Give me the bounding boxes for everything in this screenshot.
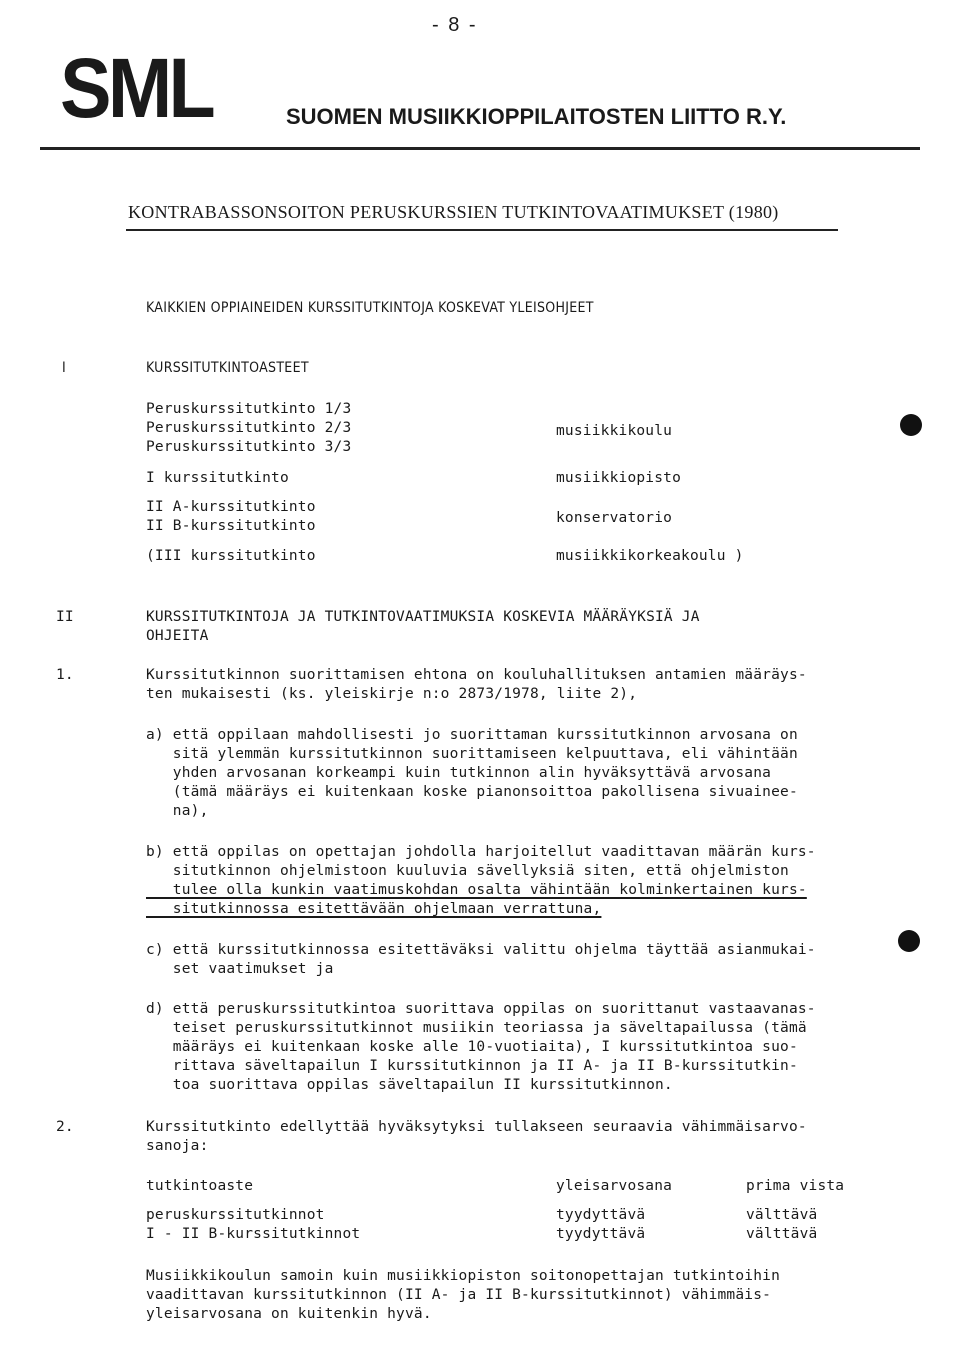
level-iii-kurssi: (III kurssitutkinto: [146, 548, 316, 564]
clause-b-line-underlined: tulee olla kunkin vaatimuskohdan osalta vähintään kolminkertainen kurs-: [146, 882, 807, 898]
table-cell: välttävä: [746, 1207, 818, 1223]
clause-a-line: a) että oppilaan mahdollisesti jo suorittaman kurssitutkinnon arvosana on: [146, 727, 798, 743]
clause-d-line: rittava säveltapailun I kurssitutkinnon ja II A- ja II B-kurssitutkin-: [146, 1058, 798, 1074]
clause-d-line: toa suorittava oppilas säveltapailun II kurssitutkinnon.: [146, 1077, 673, 1093]
document-title: KONTRABASSONSOITON PERUSKURSSIEN TUTKINTOVAATIMUKSET (1980): [128, 202, 779, 222]
clause-c-line: c) että kurssitutkinnossa esitettäväksi valittu ohjelma täyttää asianmukai-: [146, 942, 816, 958]
table-cell: peruskurssitutkinnot: [146, 1207, 325, 1223]
item1-line: ten mukaisesti (ks. yleiskirje n:o 2873/1978, liite 2),: [146, 686, 638, 702]
clause-a-line: sitä ylemmän kurssitutkinnon suorittamiseen kelpuuttava, eli vähintään: [146, 746, 798, 762]
level-peruskurssi-2: Peruskurssitutkinto 2/3: [146, 420, 352, 436]
clause-d-line: teiset peruskurssitutkinnot musiikin teoriassa ja säveltapailussa (tämä: [146, 1020, 807, 1036]
footer-line: Musiikkikoulun samoin kuin musiikkiopiston soitonopettajan tutkintoihin: [146, 1268, 781, 1284]
clause-a-line: (tämä määräys ei kuitenkaan koske pianonsoittoa pakollisena sivuainee-: [146, 784, 798, 800]
section-number-1: I: [62, 360, 67, 376]
clause-b-line: b) että oppilas on opettajan johdolla harjoitellut vaadittavan määrän kurs-: [146, 844, 816, 860]
section-heading-1: KURSSITUTKINTOASTEET: [146, 360, 309, 376]
level-iib-kurssi: II B-kurssitutkinto: [146, 518, 316, 534]
institution-musiikkikorkeakoulu: musiikkikorkeakoulu ): [556, 548, 744, 564]
table-cell: I - II B-kurssitutkinnot: [146, 1226, 361, 1242]
title-underline: [126, 229, 838, 231]
sml-logo: SML: [60, 41, 213, 135]
table-header-prima-vista: prima vista: [746, 1178, 845, 1194]
table-cell: tyydyttävä: [556, 1226, 646, 1242]
clause-a-line: na),: [146, 803, 209, 819]
punch-hole-mark: [900, 414, 922, 436]
item2-line: Kurssitutkinto edellyttää hyväksytyksi tullakseen seuraavia vähimmäisarvo-: [146, 1119, 807, 1135]
clause-b-line: situtkinnon ohjelmistoon kuuluvia sävellyksiä siten, että ohjelmiston: [146, 863, 789, 879]
item1-line: Kurssitutkinnon suorittamisen ehtona on kouluhallituksen antamien määräys-: [146, 667, 807, 683]
table-cell: tyydyttävä: [556, 1207, 646, 1223]
clause-d-line: d) että peruskurssitutkintoa suorittava oppilas on suorittanut vastaavanas-: [146, 1001, 816, 1017]
level-i-kurssi: I kurssitutkinto: [146, 470, 289, 486]
footer-line: yleisarvosana on kuitenkin hyvä.: [146, 1306, 432, 1322]
level-peruskurssi-3: Peruskurssitutkinto 3/3: [146, 439, 352, 455]
level-peruskurssi-1: Peruskurssitutkinto 1/3: [146, 401, 352, 417]
clause-b-line-underlined: situtkinnossa esitettävään ohjelmaan verrattuna,: [146, 901, 602, 917]
page-number: - 8 -: [432, 14, 478, 36]
item-number-1: 1.: [56, 667, 74, 683]
institution-musiikkiopisto: musiikkiopisto: [556, 470, 682, 486]
section-number-2: II: [56, 609, 74, 625]
item2-line: sanoja:: [146, 1138, 209, 1154]
clause-a-line: yhden arvosanan korkeampi kuin tutkinnon alin hyväksyttävä arvosana: [146, 765, 772, 781]
table-cell: välttävä: [746, 1226, 818, 1242]
level-iia-kurssi: II A-kurssitutkinto: [146, 499, 316, 515]
clause-c-line: set vaatimukset ja: [146, 961, 334, 977]
header-rule: [40, 147, 920, 150]
section-heading-2-line1: KURSSITUTKINTOJA JA TUTKINTOVAATIMUKSIA KOSKEVIA MÄÄRÄYKSIÄ JA: [146, 609, 700, 625]
organization-name: SUOMEN MUSIIKKIOPPILAITOSTEN LIITTO R.Y.: [286, 104, 787, 129]
footer-line: vaadittavan kurssitutkinnon (II A- ja II B-kurssitutkinnot) vähimmäis-: [146, 1287, 772, 1303]
table-header-yleisarvosana: yleisarvosana: [556, 1178, 673, 1194]
institution-konservatorio: konservatorio: [556, 510, 673, 526]
punch-hole-mark: [898, 930, 920, 952]
section-heading-2-line2: OHJEITA: [146, 628, 209, 644]
general-instructions-heading: KAIKKIEN OPPIAINEIDEN KURSSITUTKINTOJA KOSKEVAT YLEISOHJEET: [146, 300, 594, 316]
table-header-tutkintoaste: tutkintoaste: [146, 1178, 254, 1194]
clause-d-line: määräys ei kuitenkaan koske alle 10-vuotiaita), I kurssitutkintoa suo-: [146, 1039, 798, 1055]
institution-musiikkikoulu: musiikkikoulu: [556, 423, 673, 439]
item-number-2: 2.: [56, 1119, 74, 1135]
